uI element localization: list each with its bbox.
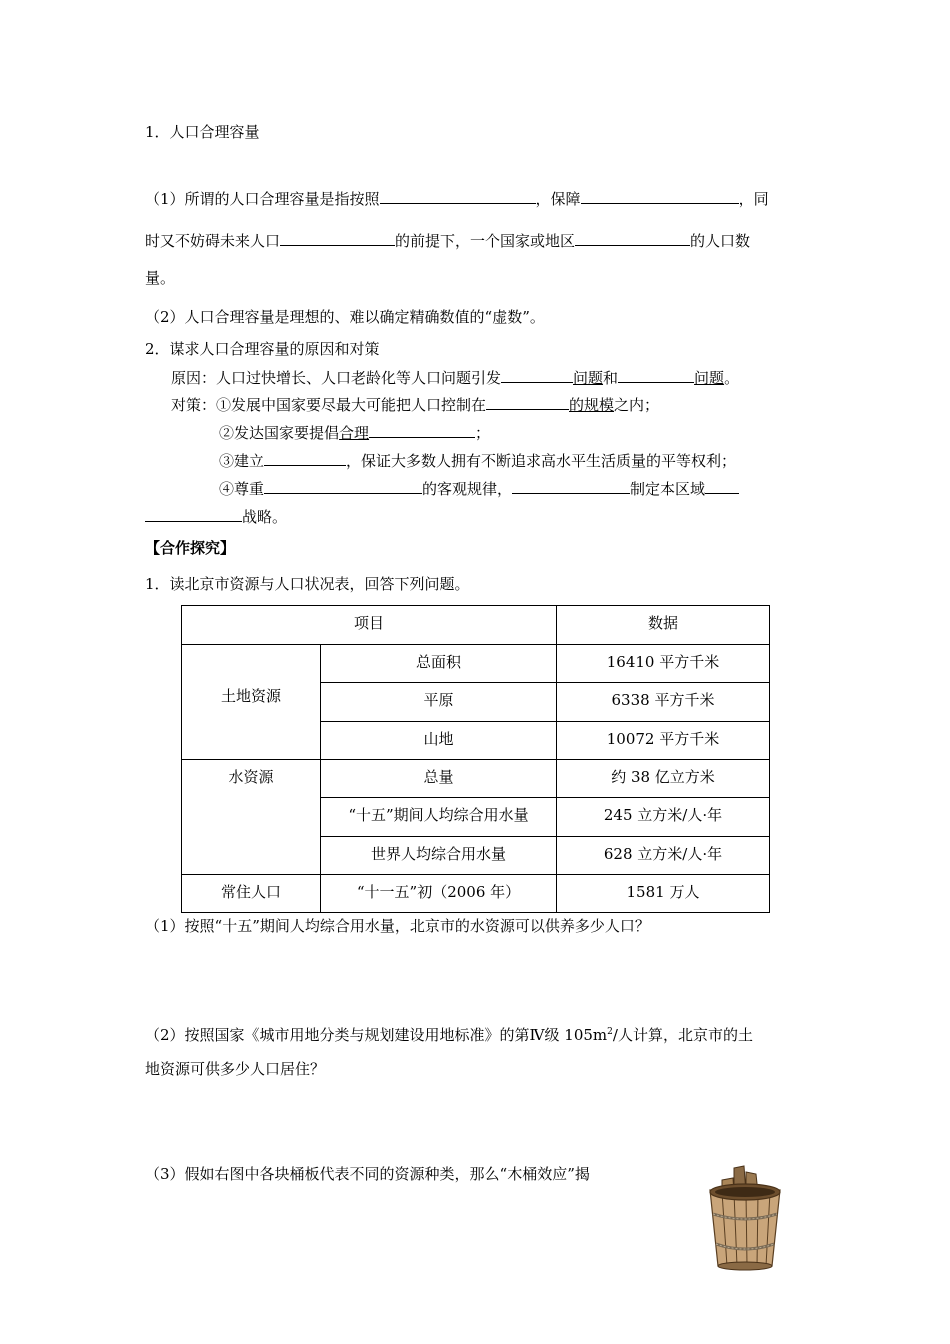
blank-c4-3[interactable] [705, 478, 739, 494]
c5-text: 战略。 [242, 508, 288, 526]
population-value: 1581 万人 [557, 875, 770, 913]
c4-text-b: 的客观规律， [422, 480, 513, 498]
table-row [182, 760, 770, 798]
countermeasure-1 [171, 394, 659, 415]
land-mountain-label: 山地 [321, 722, 557, 760]
s1-para1-line1 [145, 188, 769, 209]
s1-para1-line2 [145, 230, 750, 251]
c1-text-c: 之内； [614, 396, 660, 414]
c4-text-a: ④尊重 [219, 480, 265, 498]
blank-reason-1[interactable] [501, 367, 573, 383]
countermeasure-3 [219, 450, 736, 471]
land-plain-value: 6338 平方千米 [557, 683, 770, 722]
header-item: 项目 [182, 606, 557, 645]
s1-p1-text-b: ，保障 [535, 190, 581, 208]
population-time: “十一五”初（2006 年） [321, 875, 557, 913]
table-row [182, 645, 770, 683]
question1-2-line1 [145, 1022, 753, 1045]
land-total-value: 16410 平方千米 [557, 645, 770, 683]
question1-2-line2: 地资源可供多少人口居住？ [145, 1060, 326, 1078]
water-world-label: 世界人均综合用水量 [321, 837, 557, 875]
q1-2-text-a: （2）按照国家《城市用地分类与规划建设用地标准》的第Ⅳ级 105m [145, 1026, 608, 1044]
table-row [182, 875, 770, 913]
blank-guarantee[interactable] [581, 188, 739, 204]
c1-text-a: 对策：①发展中国家要尽最大可能把人口控制在 [171, 396, 487, 414]
water-total-value: 约 38 亿立方米 [557, 760, 770, 798]
wooden-bucket-image [700, 1162, 790, 1278]
blank-future-population[interactable] [280, 230, 395, 246]
c1-scale: 的规模 [569, 396, 615, 414]
water-pc-value: 245 立方米/人·年 [557, 798, 770, 837]
bucket-icon [700, 1162, 790, 1274]
c2-text-c: ； [475, 424, 491, 442]
q1-2-superscript: 2 [607, 1027, 613, 1037]
c4-text-c: 制定本区域 [630, 480, 706, 498]
land-mountain-value: 10072 平方千米 [557, 722, 770, 760]
c2-text-a: ②发达国家要提倡 [219, 424, 340, 442]
header-data: 数据 [557, 606, 770, 645]
q1-2-text-b: /人计算，北京市的土 [612, 1026, 753, 1044]
c3-text-b: ，保证大多数人拥有不断追求高水平生活质量的平等权利； [346, 452, 737, 470]
s1-para2: （2）人口合理容量是理想的、难以确定精确数值的“虚数”。 [145, 308, 545, 326]
s1-p2-text-c: 的人口数 [690, 232, 751, 250]
land-category: 土地资源 [182, 645, 321, 760]
s1-p1-text-c: ，同 [738, 190, 769, 208]
blank-c5[interactable] [145, 506, 242, 522]
question1-3: （3）假如右图中各块桶板代表不同的资源种类，那么“木桶效应”揭 [145, 1165, 590, 1183]
reason-and: 和 [603, 369, 619, 387]
water-category: 水资源 [182, 760, 321, 875]
table-row [182, 606, 770, 645]
land-total-label: 总面积 [321, 645, 557, 683]
question1-title: 1．读北京市资源与人口状况表，回答下列问题。 [145, 575, 470, 593]
section2-title: 2．谋求人口合理容量的原因和对策 [145, 340, 380, 358]
s1-p2-text-a: 时又不妨碍未来人口 [145, 232, 281, 250]
blank-c2[interactable] [369, 422, 475, 438]
beijing-resources-table [181, 605, 770, 913]
reason-problem-2: 问题 [694, 369, 725, 387]
section1-title: 1．人口合理容量 [145, 123, 260, 141]
reason-line [171, 367, 739, 388]
reason-end: 。 [724, 369, 740, 387]
c3-text-a: ③建立 [219, 452, 265, 470]
c2-reasonable: 合理 [339, 424, 370, 442]
countermeasure-2 [219, 422, 490, 443]
blank-region-population[interactable] [575, 230, 690, 246]
s1-para1-line3: 量。 [145, 269, 176, 287]
cooperation-header: 【合作探究】 [145, 539, 236, 557]
blank-c4-2[interactable] [512, 478, 630, 494]
countermeasure-5 [145, 506, 287, 527]
countermeasure-4 [219, 478, 739, 499]
water-pc-label: “十五”期间人均综合用水量 [321, 798, 557, 837]
land-plain-label: 平原 [321, 683, 557, 722]
blank-principle[interactable] [380, 188, 536, 204]
population-category: 常住人口 [182, 875, 321, 913]
reason-problem-1: 问题 [573, 369, 604, 387]
water-total-label: 总量 [321, 760, 557, 798]
water-world-value: 628 立方米/人·年 [557, 837, 770, 875]
blank-reason-2[interactable] [618, 367, 694, 383]
s1-p2-text-b: 的前提下，一个国家或地区 [395, 232, 576, 250]
blank-c1[interactable] [486, 394, 569, 410]
reason-text-a: 原因：人口过快增长、人口老龄化等人口问题引发 [171, 369, 502, 387]
blank-c3[interactable] [264, 450, 346, 466]
blank-c4-1[interactable] [264, 478, 422, 494]
question1-1: （1）按照“十五”期间人均综合用水量，北京市的水资源可以供养多少人口？ [145, 917, 650, 935]
s1-p1-text-a: （1）所谓的人口合理容量是指按照 [145, 190, 380, 208]
